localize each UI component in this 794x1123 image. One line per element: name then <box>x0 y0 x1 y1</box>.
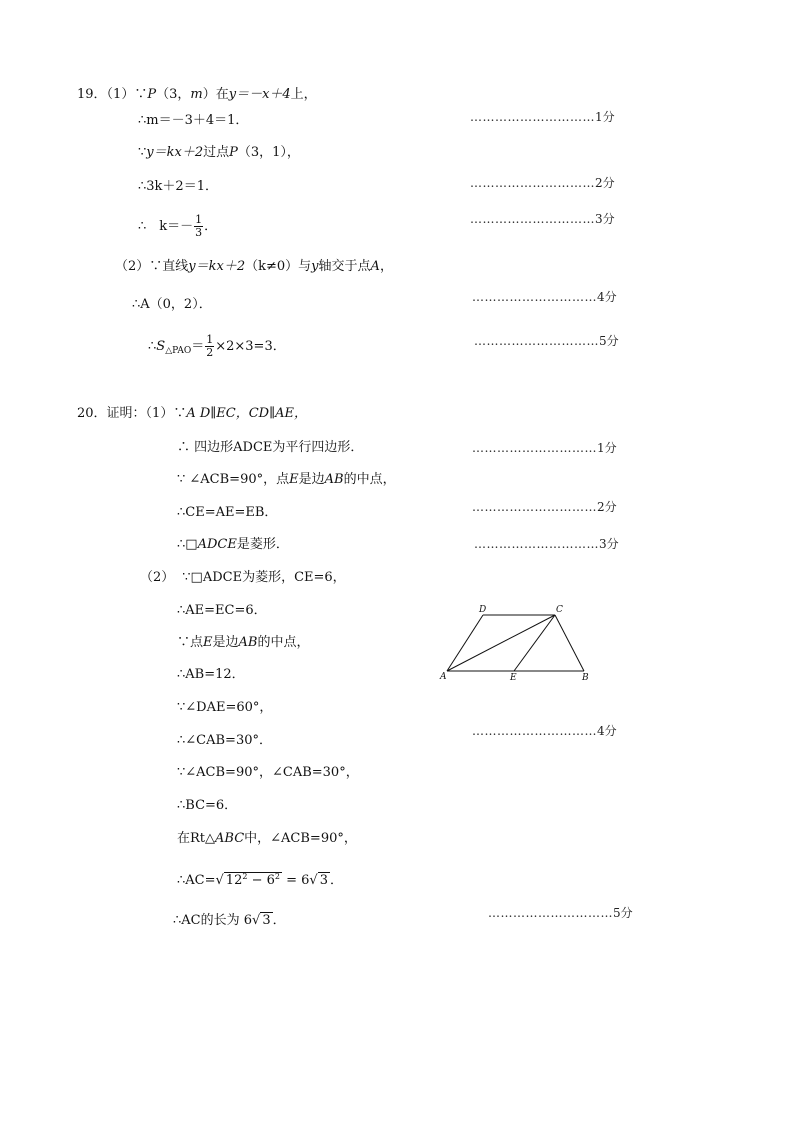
label-B: B <box>582 673 589 682</box>
q20-part2-line-4: ∴AB=12． <box>177 667 245 682</box>
q20-part2-line-7: ∵∠ACB=90°，∠CAB=30°， <box>177 765 359 780</box>
q19-part2-line-3: $\therefore S_{\triangle PAO}=$ $\frac{1}{2}$ ×2×3=3． <box>148 333 286 359</box>
q19-line-5: ∴ k＝－ $\frac{1}{3}$ ． <box>138 213 218 239</box>
q20-part2-line-10: ∴AC=√ $12^2 - 6^2 = 6√$ 3 ． <box>177 872 344 888</box>
q20-part2-line-1: （2） ∵□ADCE为菱形，CE=6， <box>140 570 346 585</box>
q20-part2-line-5: ∵∠DAE=60°， <box>177 700 273 715</box>
label-E: E <box>510 673 517 682</box>
q19-line-2: ∴m＝－3＋4＝1． <box>138 113 249 128</box>
q20-line-4: ∴CE=AE=EB． <box>177 505 278 520</box>
q19-line-4: ∴3k＋2＝1． <box>138 179 218 194</box>
segment-AD <box>447 615 483 671</box>
q20-line-3: ∵ ∠ACB=90°，点E是边AB的中点， <box>177 472 396 487</box>
rhombus-triangle-figure <box>438 600 598 682</box>
q20-part2-line-3: ∵点E是边AB的中点， <box>177 635 310 650</box>
score-q19-3: …………………………3分 <box>470 212 615 226</box>
q20-part2-line-11: ∴AC的长为 6√ 3 ． <box>173 913 286 928</box>
q19-line-1: 19．（1）∵P（3，m）在y＝－x＋4上， <box>77 87 317 102</box>
q20-line-1: 20．证明：（1）∵A D∥EC，CD∥AE， <box>77 406 307 421</box>
fraction-one-half: $\frac{1}{2}$ <box>206 333 214 359</box>
score-q19-2: …………………………2分 <box>470 176 615 190</box>
segment-BC <box>555 615 584 671</box>
score-q20-3: …………………………3分 <box>474 537 619 551</box>
sqrt-expression: $12^2 - 6^2$ <box>225 872 280 888</box>
label-D: D <box>479 605 487 615</box>
q20-line-5: ∴□ADCE是菱形． <box>177 537 289 552</box>
score-q19-5: …………………………5分 <box>474 334 619 348</box>
q20-line-2: ∴ 四边形ADCE为平行四边形． <box>177 440 364 455</box>
q20-part2-line-2: ∴AE=EC=6． <box>177 603 267 618</box>
label-C: C <box>556 605 563 615</box>
q20-part2-line-9: 在Rt△ABC中，∠ACB=90°， <box>177 831 357 846</box>
q19-line-3: ∵y＝kx＋2过点P（3，1）， <box>138 145 300 160</box>
q19-part2-line-1: （2）∵直线y＝kx＋2（k≠0）与y轴交于点A， <box>115 259 393 274</box>
q20-part2-line-6: ∴∠CAB=30°． <box>177 733 272 748</box>
q20-part2-line-8: ∴BC=6． <box>177 798 238 813</box>
score-q20-5: …………………………5分 <box>488 906 633 920</box>
score-q20-2: …………………………2分 <box>472 500 617 514</box>
score-q19-4: …………………………4分 <box>472 290 617 304</box>
score-q19-1: …………………………1分 <box>470 110 615 124</box>
fraction-one-third: $\frac{1}{3}$ <box>195 213 203 239</box>
segment-AC <box>447 615 555 671</box>
label-A: A <box>440 672 447 682</box>
score-q20-4: …………………………4分 <box>472 724 617 738</box>
segment-EC <box>514 615 555 671</box>
q19-part2-line-2: ∴A（0，2）． <box>132 297 212 312</box>
score-q20-1: …………………………1分 <box>472 441 617 455</box>
